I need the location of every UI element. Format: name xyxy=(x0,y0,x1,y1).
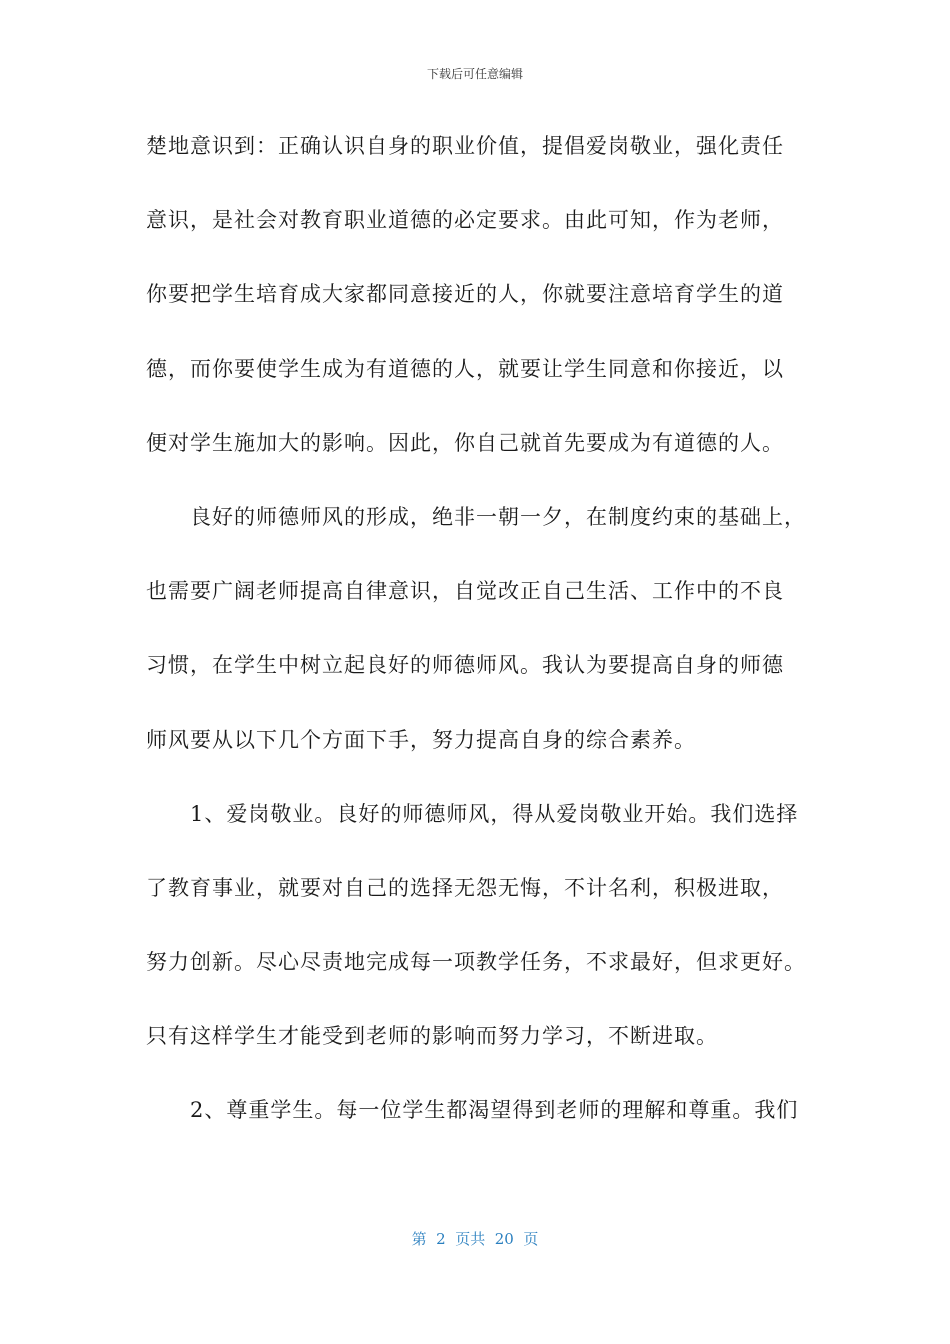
text-line: 意识，是社会对教育职业道德的必定要求。由此可知，作为老师， xyxy=(146,208,784,233)
page-header: 下载后可任意编辑 xyxy=(426,67,523,81)
paragraph-start-line: 2、尊重学生。每一位学生都渴望得到老师的理解和尊重。我们 xyxy=(190,1098,799,1123)
text-line: 只有这样学生才能受到老师的影响而努力学习，不断进取。 xyxy=(146,1024,718,1049)
text-line: 德，而你要使学生成为有道德的人，就要让学生同意和你接近，以 xyxy=(146,356,784,381)
text-line: 你要把学生培育成大家都同意接近的人，你就要注意培育学生的道 xyxy=(146,282,784,307)
document-body xyxy=(146,128,806,1167)
text-line: 习惯，在学生中树立起良好的师德师风。我认为要提高自身的师德 xyxy=(146,653,784,678)
text-line: 楚地意识到：正确认识自身的职业价值，提倡爱岗敬业，强化责任 xyxy=(146,134,784,158)
paragraph-start-line: 良好的师德师风的形成，绝非一朝一夕，在制度约束的基础上， xyxy=(190,504,806,529)
text-line: 便对学生施加大的影响。因此，你自己就首先要成为有道德的人。 xyxy=(146,430,784,455)
page-number-footer: 第 2 页共 20 页 xyxy=(411,1230,539,1248)
text-line: 师风要从以下几个方面下手，努力提高自身的综合素养。 xyxy=(146,727,696,752)
text-line: 努力创新。尽心尽责地完成每一项教学任务，不求最好，但求更好。 xyxy=(146,950,806,975)
text-line: 也需要广阔老师提高自律意识，自觉改正自己生活、工作中的不良 xyxy=(146,579,784,604)
paragraph-start-line: 1、爱岗敬业。良好的师德师风，得从爱岗敬业开始。我们选择 xyxy=(190,801,799,826)
text-line: 了教育事业，就要对自己的选择无怨无悔，不计名利，积极进取， xyxy=(146,875,784,900)
